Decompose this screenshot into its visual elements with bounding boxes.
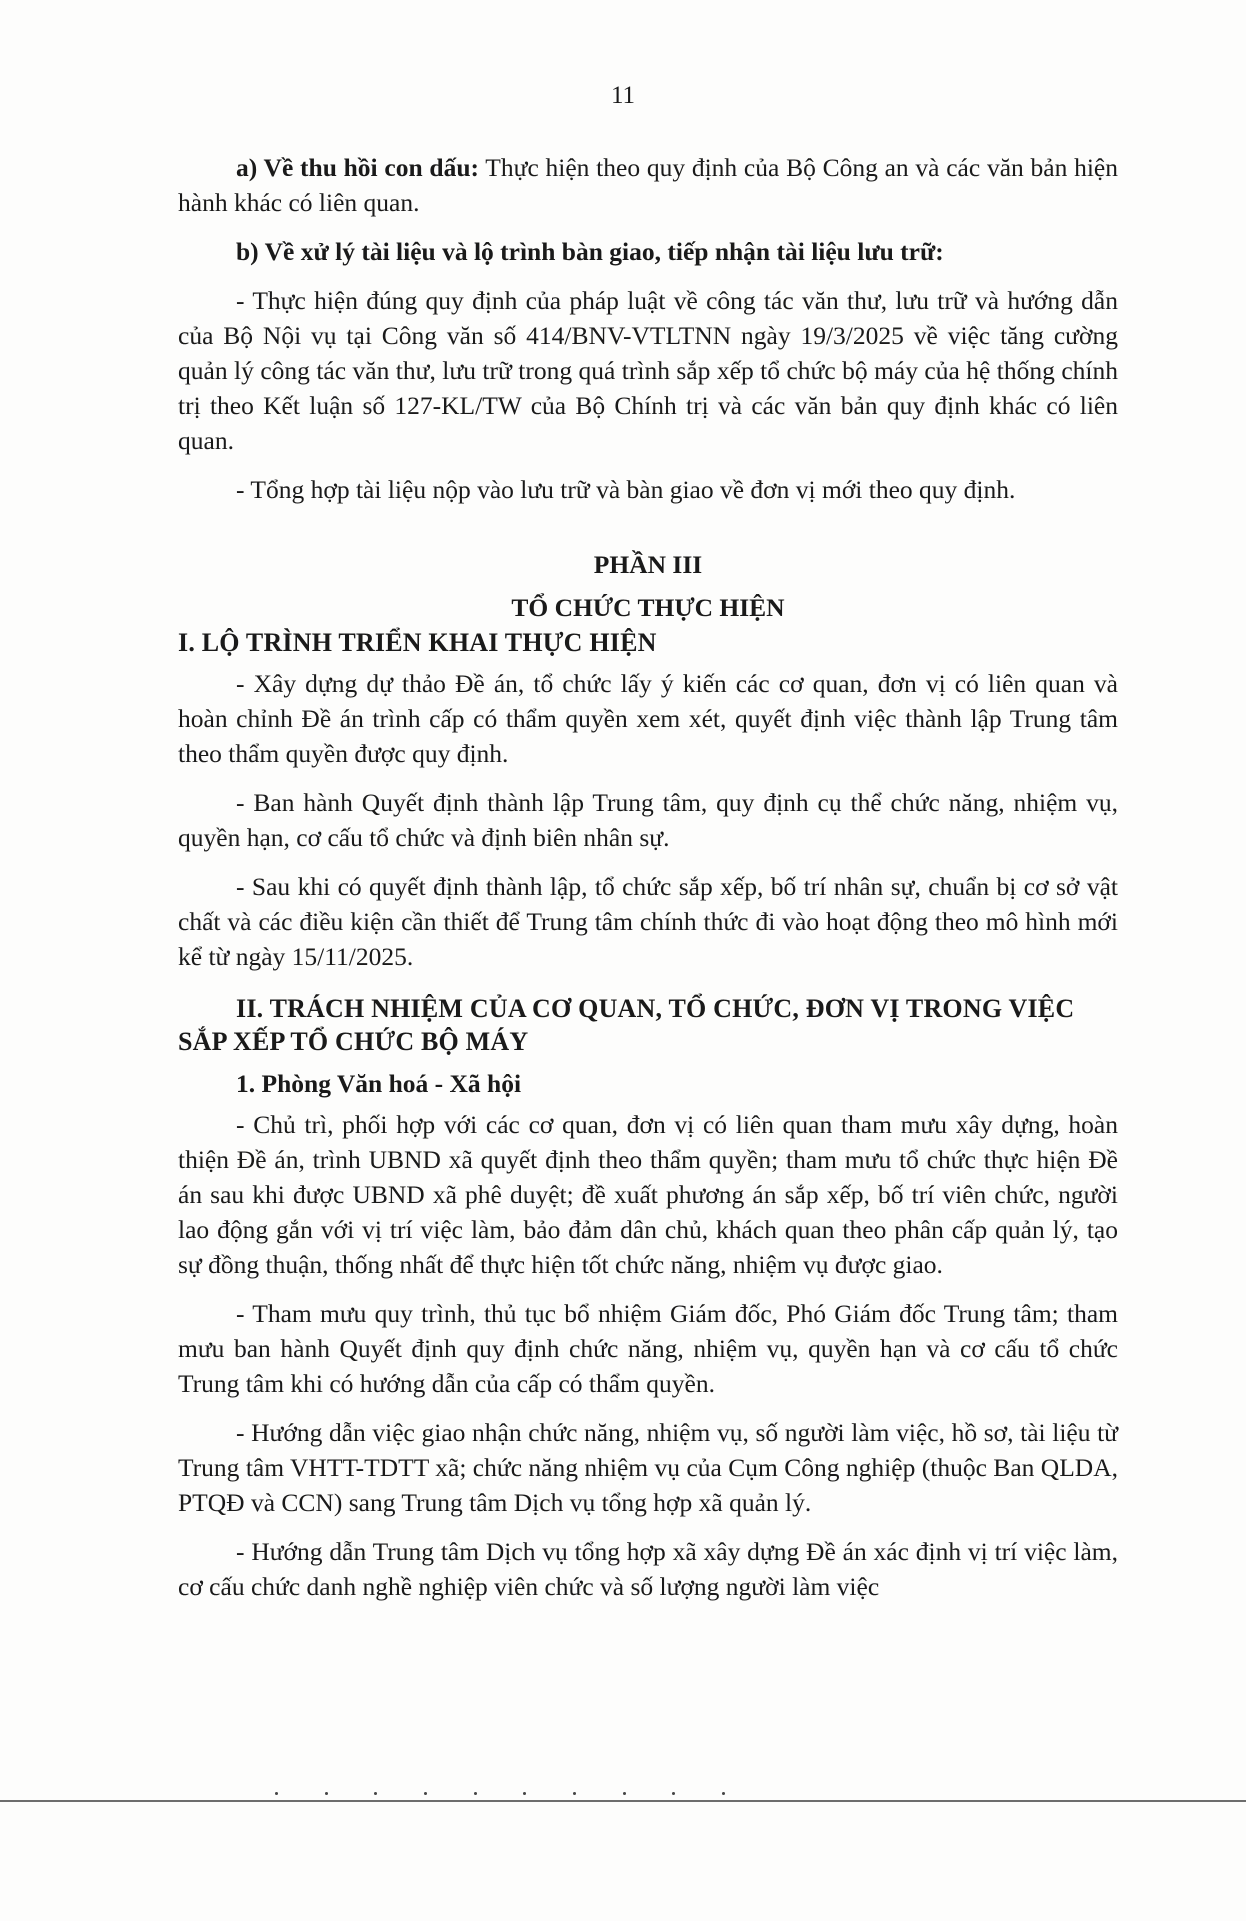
- footer-rule: [0, 1800, 1246, 1802]
- paragraph-heading-b: b) Về xử lý tài liệu và lộ trình bàn giao, tiếp nhận tài liệu lưu trữ:: [236, 237, 944, 266]
- section-2-heading: II. TRÁCH NHIỆM CỦA CƠ QUAN, TỔ CHỨC, ĐƠN VỊ TRONG VIỆC SẮP XẾP TỔ CHỨC BỘ MÁY: [178, 994, 1075, 1056]
- section-1-item-3: - Sau khi có quyết định thành lập, tổ chức sắp xếp, bố trí nhân sự, chuẩn bị cơ sở vật chất và các điều kiện cần thiết để Trung tâm chính thức đi vào hoạt động theo mô hình mới kể từ ngày 15/11/2025.: [178, 872, 1118, 971]
- section-2-item-3: - Hướng dẫn việc giao nhận chức năng, nhiệm vụ, số người làm việc, hồ sơ, tài liệu từ Trung tâm VHTT-TDTT xã; chức năng nhiệm vụ của Cụm Công nghiệp (thuộc Ban QLDA, PTQĐ và CCN) sang Trung tâm Dịch vụ tổng hợp xã quản lý.: [178, 1418, 1118, 1517]
- paragraph-b-item-1: - Thực hiện đúng quy định của pháp luật về công tác văn thư, lưu trữ và hướng dẫn của Bộ Nội vụ tại Công văn số 414/BNV-VTLTNN ngày 19/3/2025 về việc tăng cường quản lý công tác văn thư, lưu trữ trong quá trình sắp xếp tổ chức bộ máy của hệ thống chính trị theo Kết luận số 127-KL/TW của Bộ Chính trị và các văn bản quy định khác có liên quan.: [178, 286, 1118, 455]
- document-body: [178, 150, 1118, 1604]
- part-title: PHẦN III: [593, 550, 703, 579]
- section-2-sub-1-heading: 1. Phòng Văn hoá - Xã hội: [236, 1069, 522, 1098]
- section-1-item-2: - Ban hành Quyết định thành lập Trung tâm, quy định cụ thể chức năng, nhiệm vụ, quyền hạn, cơ cấu tổ chức và định biên nhân sự.: [178, 788, 1118, 852]
- part-subtitle: TỔ CHỨC THỰC HIỆN: [511, 593, 785, 622]
- section-2-item-4: - Hướng dẫn Trung tâm Dịch vụ tổng hợp xã xây dựng Đề án xác định vị trí việc làm, cơ cấu chức danh nghề nghiệp viên chức và số lượng người làm việc: [178, 1537, 1118, 1601]
- section-1-heading: I. LỘ TRÌNH TRIỂN KHAI THỰC HIỆN: [178, 628, 657, 657]
- paragraph-b-item-2: - Tổng hợp tài liệu nộp vào lưu trữ và bàn giao về đơn vị mới theo quy định.: [236, 475, 1016, 504]
- page-number: 11: [610, 82, 636, 109]
- paragraph-seal-recovery: [178, 150, 1118, 220]
- paragraph-text-a: Thực hiện theo quy định của Bộ Công an và các văn bản hiện hành khác có liên quan.: [178, 153, 1118, 217]
- footer-bleed-marks: [275, 1792, 725, 1798]
- section-1-item-1: - Xây dựng dự thảo Đề án, tổ chức lấy ý kiến các cơ quan, đơn vị có liên quan và hoàn chỉnh Đề án trình cấp có thẩm quyền xem xét, quyết định việc thành lập Trung tâm theo thẩm quyền được quy định.: [178, 669, 1118, 768]
- section-2-item-1: - Chủ trì, phối hợp với các cơ quan, đơn vị có liên quan tham mưu xây dựng, hoàn thiện Đề án, trình UBND xã quyết định theo thẩm quyền; tham mưu tổ chức thực hiện Đề án sau khi được UBND xã phê duyệt; đề xuất phương án sắp xếp, bố trí viên chức, người lao động gắn với vị trí việc làm, bảo đảm dân chủ, khách quan theo phân cấp quản lý, tạo sự đồng thuận, thống nhất để thực hiện tốt chức năng, nhiệm vụ được giao.: [178, 1110, 1118, 1279]
- paragraph-label-a: a) Về thu hồi con dấu:: [236, 153, 480, 182]
- section-2-item-2: - Tham mưu quy trình, thủ tục bổ nhiệm Giám đốc, Phó Giám đốc Trung tâm; tham mưu ban hành Quyết định quy định chức năng, nhiệm vụ, quyền hạn và cơ cấu tổ chức Trung tâm khi có hướng dẫn của cấp có thẩm quyền.: [178, 1299, 1118, 1398]
